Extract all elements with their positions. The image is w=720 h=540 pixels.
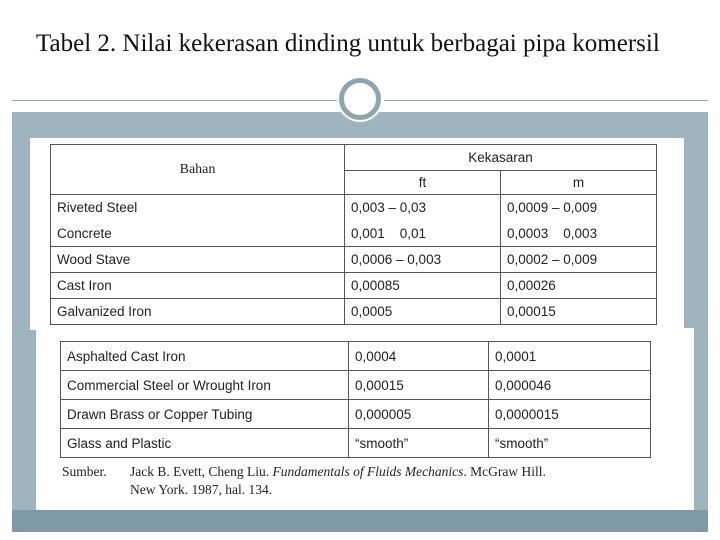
cell-m: 0,0000015	[489, 400, 651, 429]
cell-m: 0,0003 0,003	[501, 221, 657, 247]
header-unit-m: m	[501, 171, 657, 195]
roughness-table-top	[50, 144, 657, 325]
header-unit-ft: ft	[345, 171, 501, 195]
table-row	[61, 342, 651, 371]
header-roughness: Kekasaran	[345, 145, 657, 171]
cell-material: Asphalted Cast Iron	[61, 342, 349, 371]
table-row	[51, 195, 657, 221]
table-row	[51, 221, 657, 247]
source-publisher: . McGraw Hill.	[463, 464, 546, 479]
cell-ft: 0,00085	[345, 273, 501, 299]
header-material: Bahan	[51, 145, 345, 195]
cell-ft: 0,003 – 0,03	[345, 195, 501, 221]
cell-ft: 0,0005	[345, 299, 501, 325]
cell-m: 0,0002 – 0,009	[501, 247, 657, 273]
cell-m: 0,000046	[489, 371, 651, 400]
slide-title: Tabel 2. Nilai kekerasan dinding untuk berbagai pipa komersil	[36, 30, 660, 57]
source-authors: Jack B. Evett, Cheng Liu.	[130, 464, 270, 479]
table-row	[51, 273, 657, 299]
cell-material: Concrete	[51, 221, 345, 247]
cell-ft: “smooth”	[349, 429, 489, 458]
roughness-table-bottom	[60, 341, 651, 458]
source-book-title: Fundamentals of Fluids Mechanics	[272, 464, 464, 479]
cell-material: Cast Iron	[51, 273, 345, 299]
cell-material: Commercial Steel or Wrought Iron	[61, 371, 349, 400]
cell-material: Riveted Steel	[51, 195, 345, 221]
cell-ft: 0,0006 – 0,003	[345, 247, 501, 273]
cell-m: 0,0009 – 0,009	[501, 195, 657, 221]
cell-m: 0,0001	[489, 342, 651, 371]
cell-ft: 0,0004	[349, 342, 489, 371]
source-line-1	[62, 463, 672, 481]
footer-band	[12, 510, 708, 532]
table-row	[61, 371, 651, 400]
cell-m: 0,00026	[501, 273, 657, 299]
cell-ft: 0,001 0,01	[345, 221, 501, 247]
source-line-2: New York. 1987, hal. 134.	[130, 482, 273, 497]
table-row	[61, 400, 651, 429]
cell-material: Wood Stave	[51, 247, 345, 273]
title-divider-right	[384, 100, 708, 101]
table-row	[61, 429, 651, 458]
cell-ft: 0,000005	[349, 400, 489, 429]
cell-ft: 0,00015	[349, 371, 489, 400]
title-divider-left	[12, 100, 342, 101]
table-row	[51, 299, 657, 325]
source-citation	[62, 463, 672, 499]
cell-m: 0,00015	[501, 299, 657, 325]
circle-ornament-icon	[339, 78, 381, 120]
source-label: Sumber.	[62, 464, 107, 479]
cell-material: Galvanized Iron	[51, 299, 345, 325]
cell-m: “smooth”	[489, 429, 651, 458]
cell-material: Glass and Plastic	[61, 429, 349, 458]
cell-material: Drawn Brass or Copper Tubing	[61, 400, 349, 429]
table-row	[51, 247, 657, 273]
